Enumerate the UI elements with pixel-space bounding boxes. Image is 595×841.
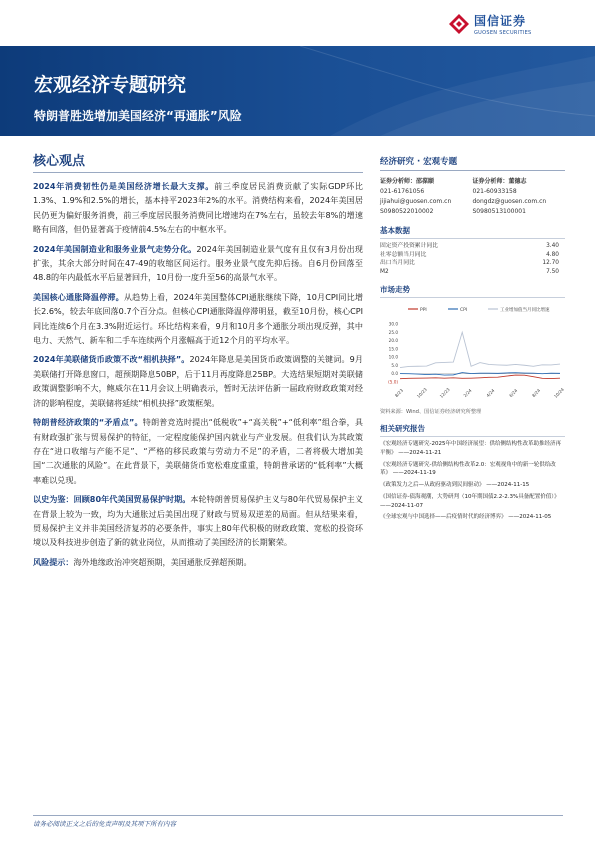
footer-divider [33,815,563,816]
para-lead: 2024年美联储货币政策不改“相机抉择”。 [33,354,190,365]
basic-data-value: 12.70 [542,260,559,267]
legend-label: CPI [460,308,468,314]
basic-data-value: 4.80 [546,251,559,258]
para-lead: 以史为鉴：回顾80年代美国贸易保护时期。 [33,494,191,505]
core-para-1 [33,179,363,237]
x-tick-label: 10/24 [552,387,565,400]
related-reports-title: 相关研究报告 [380,423,565,437]
analyst-phone: 021-60933158 [472,188,517,195]
guosen-logo-icon [448,13,470,35]
para-text: 从趋势上看，2024年美国整体CPI通胀继续下降，10月CPI同比增长2.6%，较去年底回落0.7个百分点。但核心CPI通胀降温停滞明显，截至10月份，核心CPI同比连续6个月在3.3%附近运行。环比结构来看，9月和10月多个通胀分项出现反弹，其中电力、天然气、新车和二手车连续两个月涨幅高于近12个月的平均水平。 [33,291,363,346]
para-lead: 美国核心通胀降温停滞。 [33,291,124,302]
basic-data-row [380,251,565,260]
series-line [400,375,560,379]
core-para-2 [33,242,363,285]
y-tick-label: 5.0 [391,363,398,369]
report-category: 经济研究 · 宏观专题 [380,155,565,171]
para-lead: 2024年消费韧性仍是美国经济增长最大支撑。 [33,181,215,191]
y-tick-label: 15.0 [388,346,398,352]
y-tick-label: 10.0 [388,355,398,361]
report-title: 宏观经济专题研究 [34,74,187,96]
market-trend-title: 市场走势 [380,284,565,298]
legend-label: PPI [420,308,427,314]
logo-english-name: GUOSEN SECURITIES [474,30,532,36]
basic-data-key: M2 [380,268,389,275]
core-para-5 [33,415,363,487]
analyst-email[interactable]: jijiahui@guosen.com.cn [380,198,452,205]
analyst-card [473,177,566,217]
core-views-section [33,150,363,574]
para-lead: 2024年美国制造业和服务业景气走势分化。 [33,243,197,254]
core-para-6 [33,492,363,550]
related-report-link[interactable]: 《宏观经济专题研究-供给侧结构性改革2.0：宏观视角中的新一轮供给改革》 ——2024-11-19 [380,461,556,477]
related-report-link[interactable]: 《国信证券-债海观潮，大势研判（10年期国债2.2-2.3%具备配置价值）》 ——2024-11-07 [380,493,560,509]
core-para-4 [33,352,363,410]
company-logo [448,12,532,36]
analyst-name: 董德志 [508,178,527,185]
x-tick-label: 8/23 [393,388,405,399]
x-tick-label: 4/24 [485,388,496,399]
analyst-cert: S0980513100001 [472,208,526,215]
basic-data-key: 出口当月同比 [380,260,415,267]
market-trend-chart [380,302,565,402]
analyst-phone: 021-61761056 [380,188,425,195]
basic-data-title: 基本数据 [380,225,565,239]
footer-disclaimer: 请务必阅读正文之后的免责声明及其项下所有内容 [33,820,176,828]
para-text: 前三季度居民消费贡献了实际GDP环比1.3%、1.9%和2.5%的增长，基本持平2023年2%的水平。消费结构来看，2024年美国居民仍更为偏好服务消费，前三季度居民服务消费同比增速均在7%左右，虽较去年8%的增速略有回落，但仍显著高于疫情前4.5%左右的中枢水平。 [33,181,363,235]
basic-data-table [380,242,565,276]
title-banner [0,46,595,136]
report-subtitle: 特朗普胜选增加美国经济“再通胀”风险 [34,109,242,123]
y-tick-label: 30.0 [388,321,398,327]
chart-source: 资料来源：Wind、国信证券经济研究所整理 [380,409,482,416]
sidebar [380,155,565,522]
basic-data-row [380,268,565,277]
analyst-name-line [473,177,566,187]
para-text: 海外地缘政治冲突超预期，美国通胀反弹超预期。 [73,556,252,567]
para-text: 特朗普竞选时提出“低税收”+“高关税”+“低利率”组合拳，具有财政强扩张与贸易保护的特征，一定程度能保护国内就业与产业发展。但我们认为其政策存在“进口收缩与产能不足”、“严格的移民政策与劳动力不足”的矛盾，二者将极大增加美国“二次通胀的风险”。在此背景下，美联储货币宽松难度重重，特朗普承诺的“低利率”大概率难以兑现。 [33,417,363,485]
core-para-risk [33,555,363,569]
analyst-label: 证券分析师： [380,178,417,185]
basic-data-row [380,242,565,251]
core-para-3 [33,290,363,348]
related-report-link[interactable]: 《政策发力之后—从政府驱动到民间驱动》 ——2024-11-15 [380,482,530,489]
analyst-label: 证券分析师： [472,178,509,185]
x-tick-label: 6/24 [508,388,519,399]
analyst-card [380,177,473,217]
related-reports-list [380,440,565,522]
basic-data-value: 7.50 [546,268,559,275]
basic-data-value: 3.40 [546,243,559,249]
x-tick-label: 2/24 [462,388,473,399]
y-tick-label: 20.0 [388,338,398,344]
legend-label: 工业增加值当月同比增速 [500,308,550,314]
para-text: 本轮特朗普贸易保护主义与80年代贸易保护主义在背景上较为一致，均为大通胀过后美国出现了财政与贸易双逆差的局面。但从结果来看，贸易保护主义并非美国经济复苏的必要条件，事实上80年代积极的财政政策、宽松的投资环境以及科技进步创造了新的就业岗位，从而推动了美国经济的长期繁荣。 [33,494,363,548]
analyst-cert: S0980522010002 [380,208,434,215]
related-report-link[interactable]: 《宏观经济专题研究-2025年中国经济展望：供给侧结构性改革助推经济再平衡》 ——2024-11-21 [380,441,561,457]
x-tick-label: 10/23 [415,387,428,400]
core-views-title: 核心观点 [33,150,363,173]
basic-data-key: 固定资产投资累计同比 [380,243,438,249]
basic-data-key: 社零总额当月同比 [380,251,427,258]
x-tick-label: 12/23 [438,387,451,400]
logo-chinese-name: 国信证券 [474,14,527,28]
analyst-name-line [380,177,473,187]
para-text: 2024年降息是美国货币政策调整的关键词。9月美联储打开降息窗口，超预期降息50BP，后于11月再度降息25BP。大选结果短期对美联储政策调整影响不大，鲍威尔在11月会议上明确表示，暂时无法评估新一届政府财政政策对经济的影响程度，美联储将延续“相机抉择”政策框架。 [33,354,363,408]
analysts [380,177,565,217]
related-report-link[interactable]: 《全球宏观与中国选择——后疫情时代的经济博弈》 ——2024-11-05 [380,514,552,521]
basic-data-row [380,259,565,268]
y-tick-label: 0.0 [391,371,398,377]
analyst-email[interactable]: dongdz@guosen.com.cn [472,198,547,205]
series-line [400,333,560,368]
y-tick-label: (5.0) [388,379,398,385]
x-tick-label: 8/24 [530,388,542,399]
para-lead: 风险提示： [33,556,74,567]
y-tick-label: 25.0 [388,330,398,336]
analyst-name: 邵葆颐 [416,178,435,185]
para-lead: 特朗普经济政策的“矛盾点”。 [33,417,143,428]
para-text: 2024年美国制造业景气度有且仅有3月份出现扩张，其余大部分时间在47-49的收缩区间运行。服务业景气度先抑后扬。自6月份回落至48.8的年内最低水平后显著回升，10月份一度升至56的高景气水平。 [33,243,363,283]
